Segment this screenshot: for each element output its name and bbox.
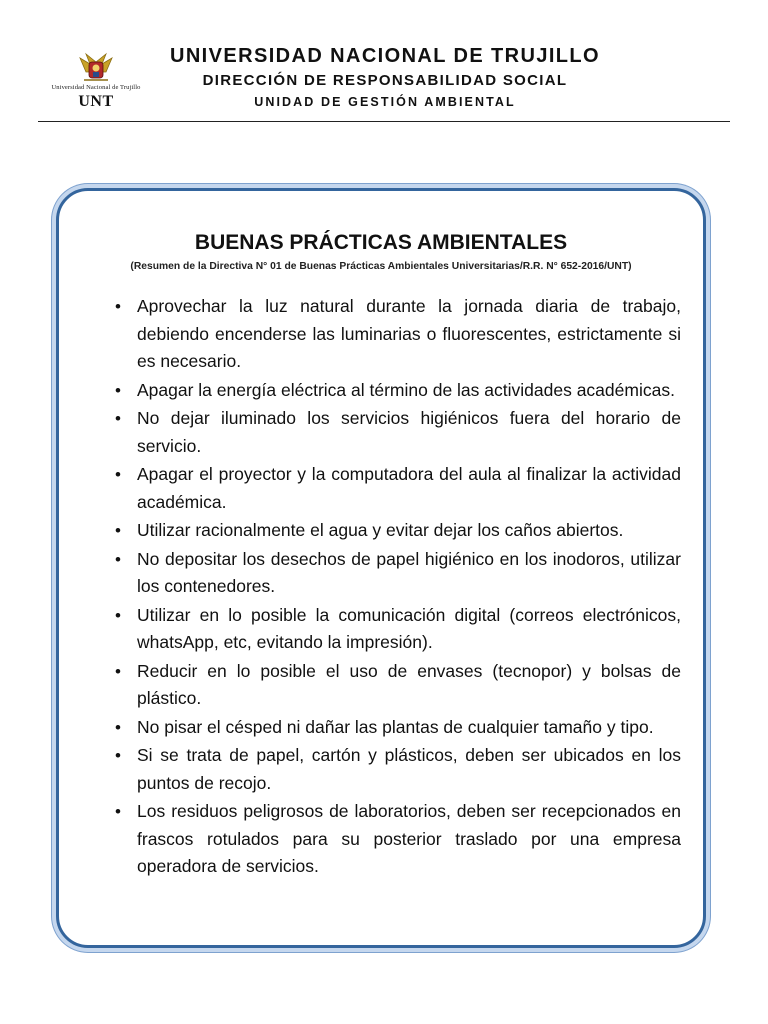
practice-text: No pisar el césped ni dañar las plantas de cualquier tamaño y tipo. <box>137 716 654 737</box>
bullet-icon: • <box>115 605 121 625</box>
university-logo <box>36 50 156 112</box>
practice-item <box>115 517 681 545</box>
practice-item <box>115 602 681 657</box>
bullet-icon: • <box>115 717 121 737</box>
practice-text: Apagar el proyector y la computadora del aula al finalizar la actividad académica. <box>137 464 681 512</box>
practices-subtitle: (Resumen de la Directiva N° 01 de Buenas Prácticas Ambientales Universitarias/R.R. N° 652-2016/UNT) <box>130 261 632 272</box>
bullet-icon: • <box>115 297 121 316</box>
bullet-icon: • <box>115 661 121 681</box>
bullet-icon: • <box>115 409 121 428</box>
practice-text: Utilizar en lo posible la comunicación digital (correos electrónicos, whatsApp, etc, evitando la impresión). <box>137 604 681 652</box>
practices-list <box>115 293 681 882</box>
bullet-icon: • <box>115 465 121 484</box>
practice-item <box>115 658 681 713</box>
practices-title: BUENAS PRÁCTICAS AMBIENTALES <box>194 231 568 254</box>
practice-item <box>115 293 681 376</box>
practice-text: Si se trata de papel, cartón y plásticos, deben ser ubicados en los puntos de recojo. <box>137 745 681 793</box>
practice-item <box>115 798 681 881</box>
unit-title: UNIDAD DE GESTIÓN AMBIENTAL <box>254 95 516 109</box>
logo-university-name: Universidad Nacional de Trujillo <box>51 84 141 91</box>
practice-item <box>115 461 681 516</box>
bullet-icon: • <box>115 802 121 821</box>
practice-item <box>115 714 681 742</box>
practice-text: Apagar la energía eléctrica al término de las actividades académicas. <box>137 379 675 400</box>
practice-text: Los residuos peligrosos de laboratorios, deben ser recepcionados en frascos rotulados para su posterior traslado por una empresa operadora de servicios. <box>137 801 681 876</box>
bullet-icon: • <box>115 549 121 569</box>
practice-text: No dejar iluminado los servicios higiénicos fuera del horario de servicio. <box>137 408 681 456</box>
practice-item <box>115 377 681 405</box>
bullet-icon: • <box>115 380 121 400</box>
practice-item <box>115 405 681 460</box>
crest-icon <box>76 50 116 84</box>
practice-item <box>115 546 681 601</box>
practices-frame <box>56 188 706 948</box>
university-title: UNIVERSIDAD NACIONAL DE TRUJILLO <box>169 45 600 67</box>
header-divider <box>38 121 730 122</box>
document-header <box>0 0 768 126</box>
practice-text: Reducir en lo posible el uso de envases (tecnopor) y bolsas de plástico. <box>137 660 681 708</box>
practice-text: Utilizar racionalmente el agua y evitar dejar los caños abiertos. <box>137 520 624 540</box>
practice-text: Aprovechar la luz natural durante la jornada diaria de trabajo, debiendo encenderse las luminarias o fluorescentes, estrictamente si es necesario. <box>137 296 681 371</box>
practice-text: No depositar los desechos de papel higiénico en los inodoros, utilizar los contenedores. <box>137 548 681 596</box>
direction-title: DIRECCIÓN DE RESPONSABILIDAD SOCIAL <box>202 72 568 89</box>
bullet-icon: • <box>115 521 121 540</box>
practice-item <box>115 742 681 797</box>
logo-abbreviation: UNT <box>78 93 114 110</box>
bullet-icon: • <box>115 746 121 765</box>
